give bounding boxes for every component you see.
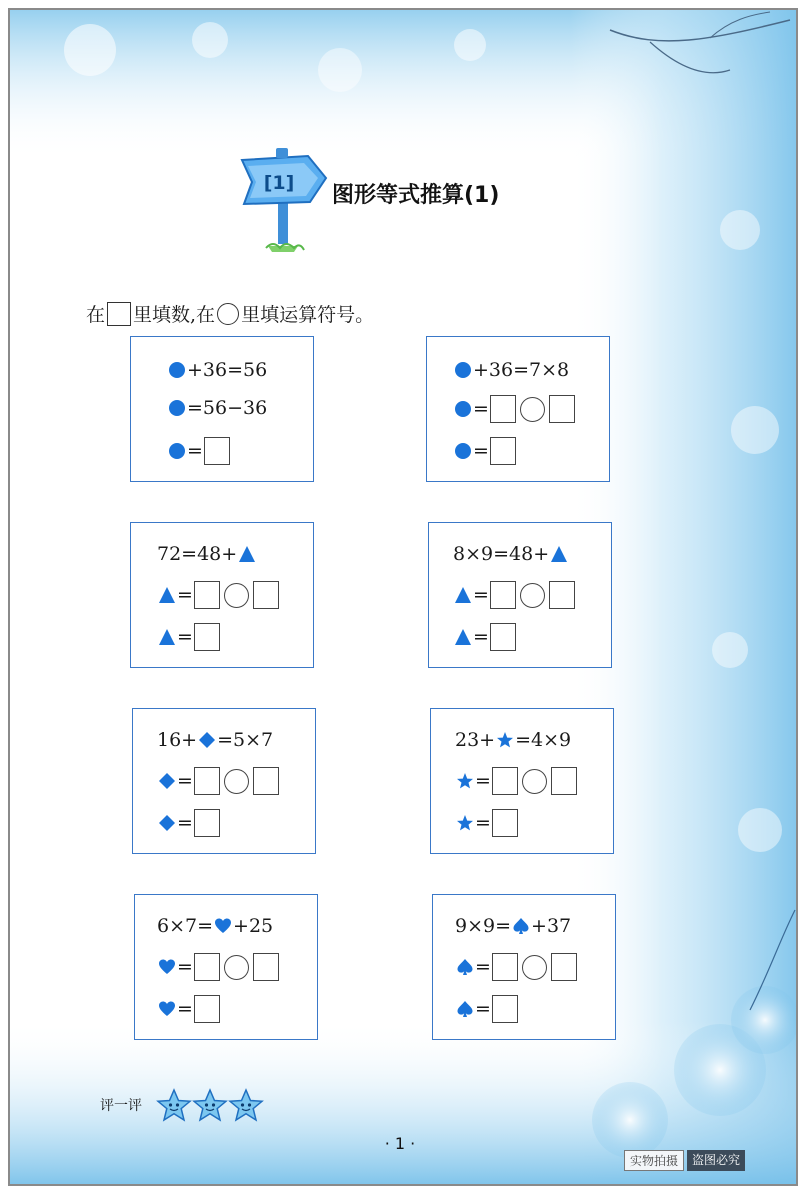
signpost-icon: [238, 148, 330, 258]
equation-text: =56−36: [187, 397, 268, 419]
blue-circle-icon: [168, 442, 186, 460]
card-2-line-2: [427, 395, 635, 423]
rating-star-icon[interactable]: [192, 1088, 228, 1122]
equation-text: =: [177, 770, 193, 792]
card-6-line-1: [431, 729, 637, 751]
blue-diamond-icon: [198, 731, 216, 749]
rating-star-icon[interactable]: [156, 1088, 192, 1122]
blue-circle-icon: [454, 400, 472, 418]
card-5-line-2: [133, 767, 339, 795]
answer-box[interactable]: [204, 437, 230, 465]
blue-spade-icon: [512, 917, 530, 935]
blue-heart-icon: [158, 958, 176, 976]
blue-circle-icon: [168, 361, 186, 379]
equation-text: 72=48+: [157, 543, 238, 565]
operator-circle[interactable]: [522, 769, 547, 794]
card-1-line-1: [131, 359, 349, 381]
answer-box[interactable]: [490, 623, 516, 651]
answer-box[interactable]: [549, 395, 575, 423]
operator-circle-sample: [217, 303, 239, 325]
rating-label: 评一评: [100, 1098, 142, 1114]
equation-text: 16+: [157, 729, 198, 751]
equation-text: =: [473, 626, 489, 648]
answer-box[interactable]: [492, 767, 518, 795]
card-7-line-3: [135, 995, 339, 1023]
equation-text: =: [177, 626, 193, 648]
equation-text: =: [187, 440, 203, 462]
equation-text: =: [177, 998, 193, 1020]
card-3-line-1: [131, 543, 339, 565]
card-2-line-3: [427, 437, 635, 465]
card-7-line-2: [135, 953, 339, 981]
card-1-line-3: [131, 437, 349, 465]
equation-text: =: [473, 398, 489, 420]
answer-box[interactable]: [551, 953, 577, 981]
blue-spade-icon: [456, 958, 474, 976]
equation-text: =: [473, 440, 489, 462]
operator-circle[interactable]: [224, 583, 249, 608]
rating-star-icon[interactable]: [228, 1088, 264, 1122]
page-number: · 1 ·: [384, 1134, 416, 1153]
equation-text: 9×9=: [455, 915, 512, 937]
rating-section: [100, 1088, 264, 1122]
card-7-line-1: [135, 915, 339, 937]
section-number: [1]: [263, 172, 295, 194]
exercise-card-2: [426, 336, 610, 482]
title-section: [238, 148, 658, 258]
exercise-card-3: [130, 522, 314, 668]
card-1-line-2: [131, 397, 349, 419]
instruction-part-2: 里填数,在: [133, 304, 216, 326]
answer-box[interactable]: [194, 767, 220, 795]
card-8-line-3: [433, 995, 637, 1023]
answer-box[interactable]: [194, 953, 220, 981]
blue-diamond-icon: [158, 814, 176, 832]
instruction-text: [86, 300, 374, 327]
blue-star-icon: [496, 731, 514, 749]
equation-text: +36=7×8: [473, 359, 570, 381]
equation-text: +37: [531, 915, 572, 937]
card-4-line-1: [429, 543, 635, 565]
answer-box[interactable]: [492, 809, 518, 837]
card-6-line-2: [431, 767, 637, 795]
page-title: 图形等式推算(1): [332, 183, 500, 208]
equation-text: =: [177, 584, 193, 606]
blue-heart-icon: [158, 1000, 176, 1018]
operator-circle[interactable]: [520, 397, 545, 422]
page-frame: [8, 8, 798, 1186]
blue-triangle-icon: [454, 628, 472, 646]
blue-triangle-icon: [158, 586, 176, 604]
card-8-line-2: [433, 953, 637, 981]
equation-text: =: [475, 812, 491, 834]
card-4-line-2: [429, 581, 635, 609]
answer-box[interactable]: [194, 995, 220, 1023]
operator-circle[interactable]: [520, 583, 545, 608]
card-5-line-3: [133, 809, 339, 837]
exercise-card-5: [132, 708, 316, 854]
equation-text: +25: [233, 915, 274, 937]
exercise-card-4: [428, 522, 612, 668]
answer-box[interactable]: [194, 809, 220, 837]
equation-text: +36=56: [187, 359, 268, 381]
equation-text: =4×9: [515, 729, 572, 751]
equation-text: 6×7=: [157, 915, 214, 937]
blue-triangle-icon: [238, 545, 256, 563]
answer-box[interactable]: [253, 767, 279, 795]
blue-circle-icon: [168, 399, 186, 417]
stamp-left: 实物拍摄: [624, 1150, 684, 1171]
answer-box[interactable]: [194, 581, 220, 609]
answer-box[interactable]: [490, 581, 516, 609]
answer-box[interactable]: [490, 395, 516, 423]
answer-box[interactable]: [549, 581, 575, 609]
watermark-stamp: [624, 1150, 745, 1171]
blue-triangle-icon: [158, 628, 176, 646]
answer-box[interactable]: [492, 995, 518, 1023]
blue-triangle-icon: [454, 586, 472, 604]
card-3-line-2: [131, 581, 339, 609]
exercise-card-6: [430, 708, 614, 854]
instruction-part-3: 里填运算符号。: [241, 304, 375, 326]
equation-text: =: [475, 998, 491, 1020]
blue-diamond-icon: [158, 772, 176, 790]
equation-text: =5×7: [217, 729, 274, 751]
blue-heart-icon: [214, 917, 232, 935]
operator-circle[interactable]: [224, 955, 249, 980]
equation-text: =: [473, 584, 489, 606]
answer-box[interactable]: [253, 953, 279, 981]
stamp-right: 盗图必究: [687, 1150, 745, 1171]
blue-circle-icon: [454, 442, 472, 460]
answer-box[interactable]: [194, 623, 220, 651]
answer-box[interactable]: [551, 767, 577, 795]
operator-circle[interactable]: [522, 955, 547, 980]
rating-stars: [156, 1088, 264, 1122]
equation-text: =: [475, 956, 491, 978]
equation-text: 23+: [455, 729, 496, 751]
exercise-card-7: [134, 894, 318, 1040]
card-8-line-1: [433, 915, 637, 937]
equation-text: 8×9=48+: [453, 543, 550, 565]
blue-star-icon: [456, 814, 474, 832]
blue-star-icon: [456, 772, 474, 790]
answer-box-sample: [107, 302, 131, 326]
exercise-card-1: [130, 336, 314, 482]
blue-spade-icon: [456, 1000, 474, 1018]
card-2-line-1: [427, 359, 635, 381]
blue-triangle-icon: [550, 545, 568, 563]
equation-text: =: [177, 812, 193, 834]
answer-box[interactable]: [492, 953, 518, 981]
card-4-line-3: [429, 623, 635, 651]
operator-circle[interactable]: [224, 769, 249, 794]
equation-text: =: [177, 956, 193, 978]
answer-box[interactable]: [253, 581, 279, 609]
blue-circle-icon: [454, 361, 472, 379]
card-6-line-3: [431, 809, 637, 837]
card-5-line-1: [133, 729, 339, 751]
exercise-card-8: [432, 894, 616, 1040]
instruction-part-1: 在: [86, 304, 106, 326]
equation-text: =: [475, 770, 491, 792]
answer-box[interactable]: [490, 437, 516, 465]
card-3-line-3: [131, 623, 339, 651]
